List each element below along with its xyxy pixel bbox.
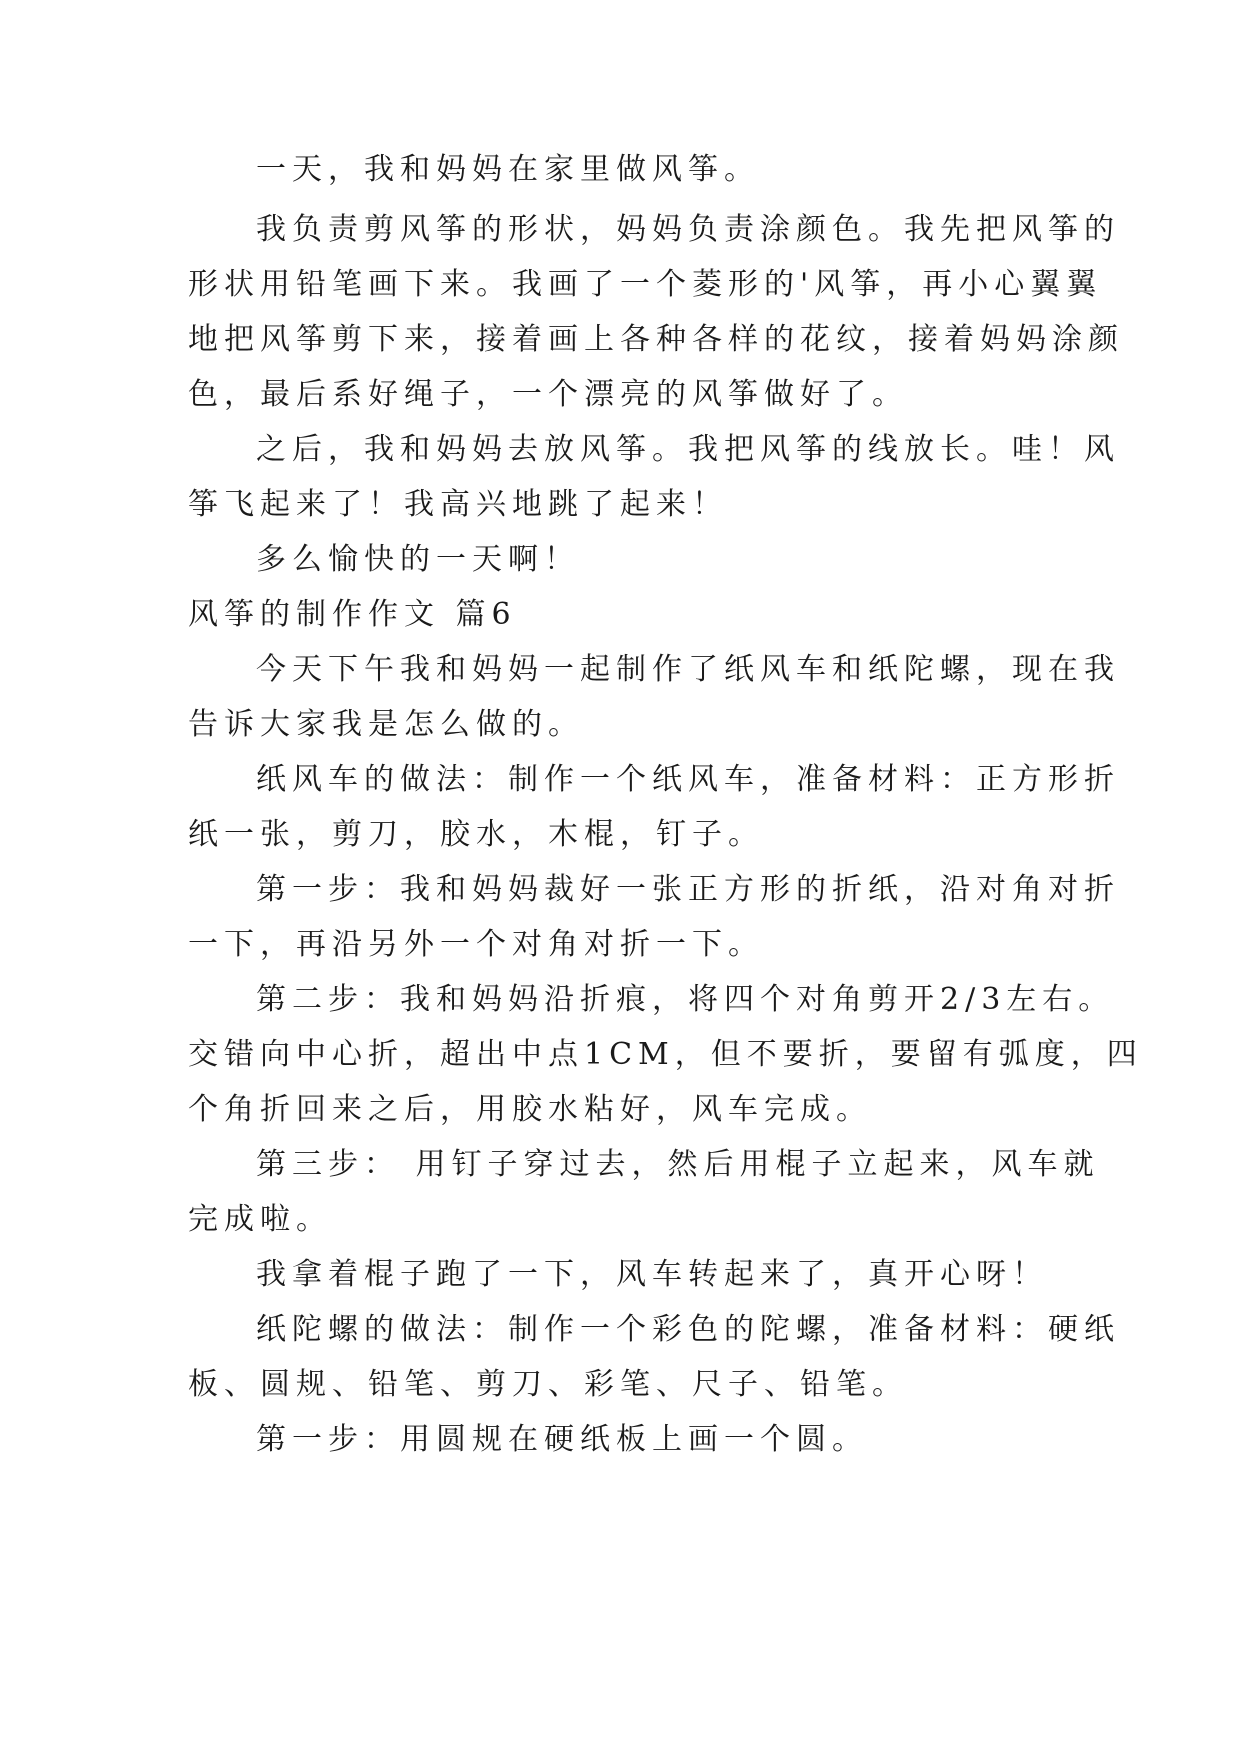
paragraph-line: 交错向中心折，超出中点1CM，但不要折，要留有弧度，四	[188, 1037, 1143, 1072]
paragraph-line: 一下，再沿另外一个对角对折一下。	[188, 927, 764, 962]
paragraph-line: 第一步：我和妈妈裁好一张正方形的折纸，沿对角对折	[256, 872, 1120, 907]
paragraph-line: 我负责剪风筝的形状，妈妈负责涂颜色。我先把风筝的	[256, 212, 1120, 247]
paragraph-line: 一天，我和妈妈在家里做风筝。	[256, 152, 760, 187]
paragraph-line: 完成啦。	[188, 1202, 332, 1237]
paragraph-line: 地把风筝剪下来，接着画上各种各样的花纹，接着妈妈涂颜	[188, 322, 1124, 357]
paragraph-line: 纸陀螺的做法：制作一个彩色的陀螺，准备材料：硬纸	[256, 1312, 1120, 1347]
paragraph-line: 板、圆规、铅笔、剪刀、彩笔、尺子、铅笔。	[188, 1367, 908, 1402]
paragraph-line: 筝飞起来了！我高兴地跳了起来！	[188, 487, 728, 522]
paragraph-line: 之后，我和妈妈去放风筝。我把风筝的线放长。哇！风	[256, 432, 1120, 467]
paragraph-line: 多么愉快的一天啊！	[256, 542, 580, 577]
paragraph-line: 告诉大家我是怎么做的。	[188, 707, 584, 742]
paragraph-line: 第一步：用圆规在硬纸板上画一个圆。	[256, 1422, 868, 1457]
paragraph-line: 色，最后系好绳子，一个漂亮的风筝做好了。	[188, 377, 908, 412]
paragraph-line: 今天下午我和妈妈一起制作了纸风车和纸陀螺，现在我	[256, 652, 1120, 687]
section-heading: 风筝的制作作文 篇6	[188, 597, 517, 632]
paragraph-line: 纸风车的做法：制作一个纸风车，准备材料：正方形折	[256, 762, 1120, 797]
paragraph-line: 第二步：我和妈妈沿折痕，将四个对角剪开2/3左右。	[256, 982, 1115, 1017]
paragraph-line: 纸一张，剪刀，胶水，木棍，钉子。	[188, 817, 764, 852]
paragraph-line: 我拿着棍子跑了一下，风车转起来了，真开心呀！	[256, 1257, 1048, 1292]
paragraph-line: 形状用铅笔画下来。我画了一个菱形的'风筝，再小心翼翼	[188, 267, 1103, 302]
paragraph-line: 个角折回来之后，用胶水粘好，风车完成。	[188, 1092, 872, 1127]
paragraph-line: 第三步： 用钉子穿过去，然后用棍子立起来，风车就	[256, 1147, 1100, 1182]
